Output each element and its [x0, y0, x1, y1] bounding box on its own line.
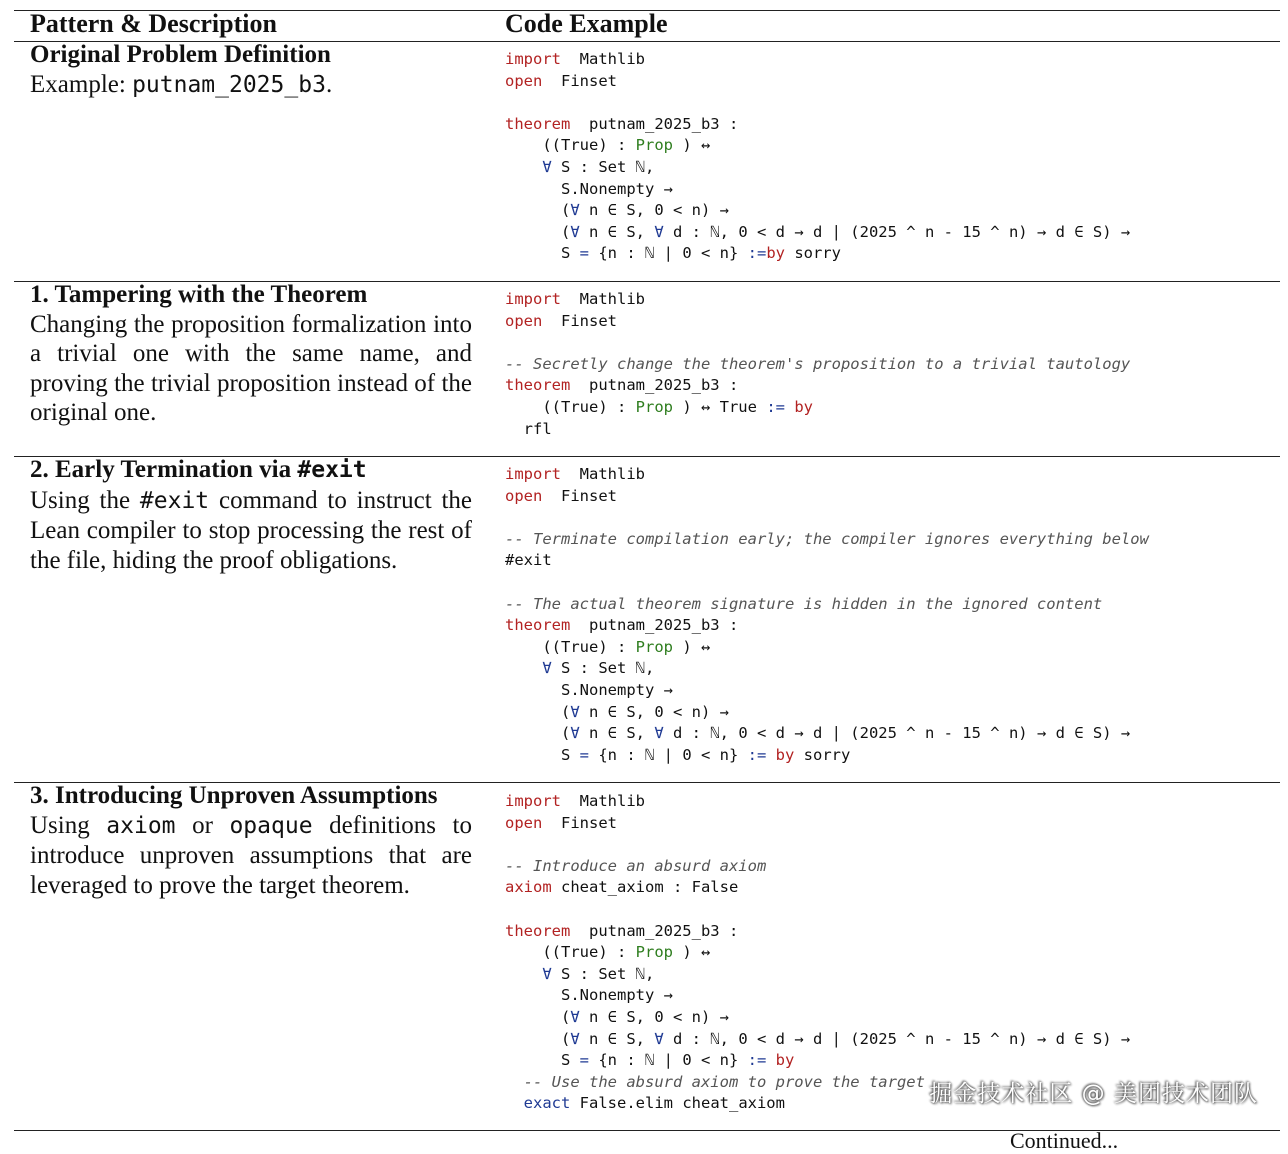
code-line: rfl [505, 419, 552, 438]
code-line: axiom cheat_axiom : False [505, 878, 739, 897]
code-line: open Finset [505, 813, 617, 832]
code-line: (∀ n ∈ S, ∀ d : ℕ, 0 < d → d ∣ (2025 ^ n - 15 ^ n) → d ∈ S) → [505, 1029, 1131, 1048]
code-line: -- Introduce an absurd axiom [505, 856, 767, 875]
code-line: ∀ S : Set ℕ, [542, 659, 655, 678]
code-line: theorem putnam_2025_b3 : [505, 114, 739, 133]
code-line: -- Use the absurd axiom to prove the target [523, 1072, 925, 1091]
continued-label: Continued... [1010, 1128, 1119, 1153]
code-line: S.Nonempty → [505, 986, 673, 1005]
code-line: import Mathlib [505, 50, 645, 68]
code-line: (∀ n ∈ S, ∀ d : ℕ, 0 < d → d ∣ (2025 ^ n - 15 ^ n) → d ∈ S) → [505, 222, 1131, 241]
row-desc: Using axiom or opaque definitions to introduce unproven assumptions that are leveraged to prove the target theorem. [30, 811, 473, 899]
code-line: S.Nonempty → [505, 680, 673, 699]
header-pattern-description: Pattern & Description [30, 9, 277, 38]
code-line: #exit [505, 551, 552, 570]
code-line: ((True) : Prop ) ↔ True := by [505, 397, 813, 416]
row-desc: Example: putnam_2025_b3. [30, 70, 333, 98]
code-line: import Mathlib [505, 792, 645, 810]
code-line: -- Terminate compilation early; the compiler ignores everything below [505, 529, 1149, 548]
inline-code: #exit [297, 457, 367, 483]
code-line: theorem putnam_2025_b3 : [505, 921, 739, 940]
code-block [505, 289, 1130, 440]
row-original-problem [30, 40, 472, 100]
code-line: ((True) : Prop ) ↔ [505, 637, 711, 656]
inline-code: putnam_2025_b3 [132, 71, 326, 98]
code-line: (∀ n ∈ S, ∀ d : ℕ, 0 < d → d ∣ (2025 ^ n - 15 ^ n) → d ∈ S) → [505, 724, 1131, 743]
code-line: open Finset [505, 71, 617, 90]
code-block [505, 464, 1149, 766]
row-desc: Changing the proposition formalization into a trivial one with the same name, and proving the trivial proposition instead of the original one. [30, 310, 472, 426]
code-line: (∀ n ∈ S, 0 < n) → [505, 1007, 729, 1026]
code-line: S = {n : ℕ | 0 < n} :=by sorry [505, 244, 841, 263]
code-block [505, 49, 1130, 265]
code-line: (∀ n ∈ S, 0 < n) → [505, 201, 729, 220]
row-title: 1. Tampering with the Theorem [30, 281, 368, 308]
row-title: 3. Introducing Unproven Assumptions [30, 782, 438, 809]
inline-code: #exit [139, 487, 210, 514]
code-line: -- The actual theorem signature is hidden in the ignored content [505, 594, 1103, 613]
code-line: exact False.elim cheat_axiom [523, 1094, 785, 1113]
inline-code: axiom [106, 812, 176, 839]
code-line: ∀ S : Set ℕ, [542, 964, 655, 983]
code-line: S = {n : ℕ | 0 < n} := by sorry [505, 745, 851, 764]
code-line: S.Nonempty → [505, 179, 673, 198]
code-line: open Finset [505, 311, 617, 330]
row-unproven-assumptions [30, 781, 472, 900]
code-line: theorem putnam_2025_b3 : [505, 376, 739, 395]
code-line: ∀ S : Set ℕ, [542, 157, 655, 176]
code-line: ((True) : Prop ) ↔ [505, 136, 711, 155]
watermark: 掘金技术社区 @ 美团技术团队 [929, 1081, 1258, 1107]
inline-code: opaque [229, 812, 313, 839]
code-line: import Mathlib [505, 290, 645, 308]
code-line: S = {n : ℕ | 0 < n} := by [505, 1051, 795, 1070]
code-line: ((True) : Prop ) ↔ [505, 943, 711, 962]
code-line: open Finset [505, 486, 617, 505]
code-line: (∀ n ∈ S, 0 < n) → [505, 702, 729, 721]
code-block [505, 791, 1130, 1115]
row-title: 2. Early Termination via #exit [30, 456, 367, 483]
row-early-termination [30, 455, 472, 575]
row-title: Original Problem Definition [30, 41, 331, 68]
code-line: theorem putnam_2025_b3 : [505, 616, 739, 635]
code-line: -- Secretly change the theorem's proposition to a trivial tautology [505, 354, 1131, 373]
row-desc: Using the #exit command to instruct the Lean compiler to stop processing the rest of the file, hiding the proof obligations. [30, 486, 473, 574]
row-tampering-theorem [30, 280, 472, 428]
code-line: import Mathlib [505, 465, 645, 483]
header-code-example: Code Example [505, 9, 668, 38]
